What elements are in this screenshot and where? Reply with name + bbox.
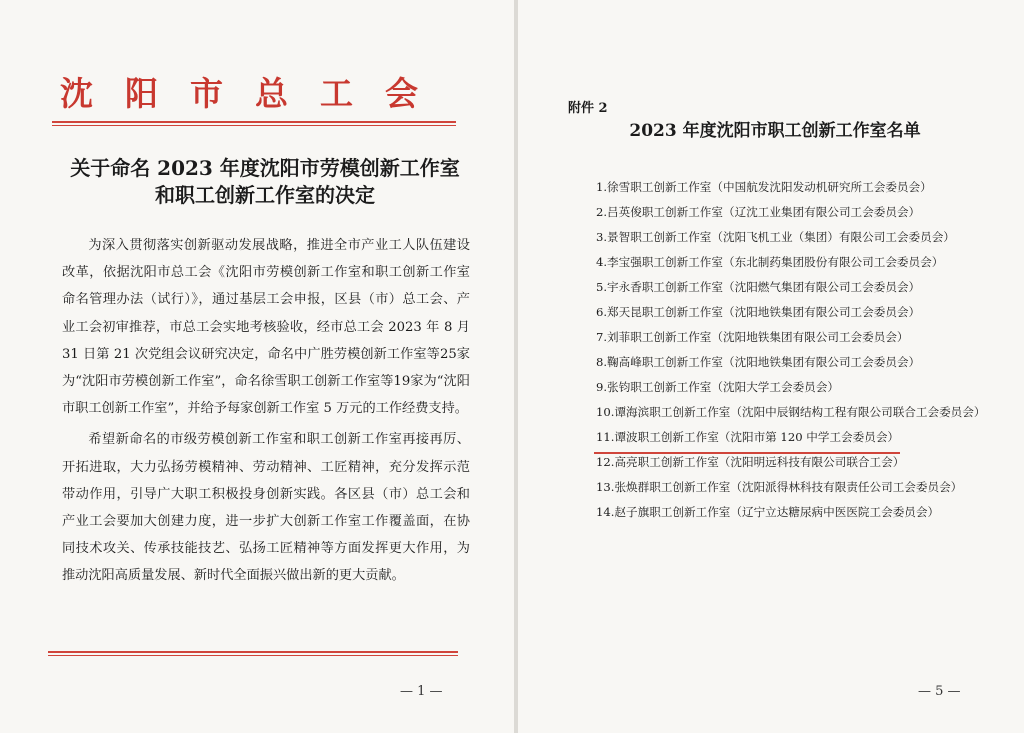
list-item: 12.高亮职工创新工作室（沈阳明远科技有限公司联合工会） xyxy=(596,454,905,469)
footer-rule-top xyxy=(48,651,458,653)
document-title-line2: 和职工创新工作室的决定 xyxy=(155,183,375,207)
list-item: 8.鞠高峰职工创新工作室（沈阳地铁集团有限公司工会委员会） xyxy=(596,354,921,369)
list-item: 2.吕英俊职工创新工作室（辽沈工业集团有限公司工会委员会） xyxy=(596,204,921,219)
footer-rule-bottom xyxy=(48,655,458,656)
list-item: 1.徐雪职工创新工作室（中国航发沈阳发动机研究所工会委员会） xyxy=(596,180,932,194)
body-paragraph-1: 为深入贯彻落实创新驱动发展战略，推进全市产业工人队伍建设改革，依据沈阳市总工会《沈阳市劳模创新工作室和职工创新工作室命名管理办法（试行）》，通过基层工会申报，区县（市）总工会、产业工会初审推荐，市总工会实地考核验收，经市总工会 2023 年 8 月 31 日第 21 次党组会议研究决定，命名中广胜劳模创新工作室等25家为“沈阳市劳模创新工作室”，命名徐雪职工创新工作室等19家为“沈阳市职工创新工作室”，并给予每家创新工作室 5 万元的工作经费支持。 xyxy=(62,238,470,417)
masthead-rule-bottom xyxy=(52,125,456,126)
list-title: 2023 年度沈阳市职工创新工作室名单 xyxy=(629,121,921,141)
masthead-rule-top xyxy=(52,121,456,123)
studio-list xyxy=(596,176,986,526)
list-item: 13.张焕群职工创新工作室（沈阳派得林科技有限责任公司工会委员会） xyxy=(596,479,963,494)
left-page-number: — 1 — xyxy=(400,684,443,699)
body-paragraph-2: 希望新命名的市级劳模创新工作室和职工创新工作室再接再厉、开拓进取，大力弘扬劳模精神、劳动精神、工匠精神，充分发挥示范带动作用，引导广大职工积极投身创新实践。各区县（市）总工会和产业工会要加大创建力度，进一步扩大创新工作室工作覆盖面，在协同技术攻关、传承技能技艺、弘扬工匠精神等方面发挥更大作用，为推动沈阳高质量发展、新时代全面振兴做出新的更大贡献。 xyxy=(62,432,470,584)
list-item: 4.李宝强职工创新工作室（东北制药集团股份有限公司工会委员会） xyxy=(596,254,944,269)
masthead-title: 沈阳市总工会 xyxy=(60,74,450,113)
list-item: 5.宇永香职工创新工作室（沈阳燃气集团有限公司工会委员会） xyxy=(596,279,921,294)
attachment-label: 附件 2 xyxy=(568,101,608,116)
list-item: 6.郑天昆职工创新工作室（沈阳地铁集团有限公司工会委员会） xyxy=(596,304,921,319)
document-body xyxy=(62,232,470,594)
right-page-number: — 5 — xyxy=(918,684,961,699)
list-item: 7.刘菲职工创新工作室（沈阳地铁集团有限公司工会委员会） xyxy=(596,329,909,344)
document-title xyxy=(40,155,490,209)
list-item: 11.谭波职工创新工作室（沈阳市第 120 中学工会委员会） xyxy=(596,429,900,444)
highlight-underline xyxy=(594,452,900,454)
list-item-highlighted: 9.张钧职工创新工作室（沈阳大学工会委员会） xyxy=(596,379,839,394)
list-item: 3.景智职工创新工作室（沈阳飞机工业（集团）有限公司工会委员会） xyxy=(596,229,955,244)
document-title-line1: 关于命名 2023 年度沈阳市劳模创新工作室 xyxy=(70,156,460,180)
list-item: 10.谭海滨职工创新工作室（沈阳中辰钢结构工程有限公司联合工会委员会） xyxy=(596,404,986,419)
list-item: 14.赵子旗职工创新工作室（辽宁立达糖尿病中医医院工会委员会） xyxy=(596,504,940,519)
